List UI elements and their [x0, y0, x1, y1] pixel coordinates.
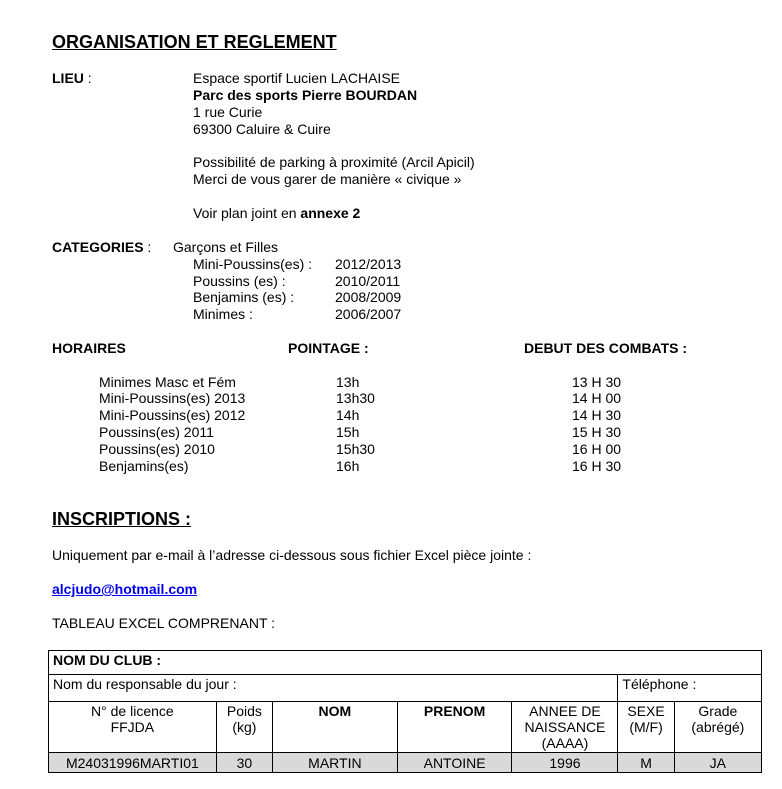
categories-intro: Garçons et Filles: [173, 239, 279, 255]
horaires-header: HORAIRES: [52, 340, 126, 356]
horaire-pointage: 13h30: [336, 390, 375, 406]
category-years: 2010/2011: [335, 273, 401, 289]
pointage-header: POINTAGE :: [288, 340, 369, 356]
header-poids-l2: (kg): [232, 719, 257, 735]
category-name: Minimes :: [193, 306, 253, 322]
table-row: [49, 753, 762, 773]
header-sexe-l2: (M/F): [629, 719, 663, 735]
header-annee-l3: (AAAA): [541, 735, 589, 751]
categories-label-text: CATEGORIES: [52, 239, 144, 255]
category-years: 2012/2013: [335, 256, 402, 272]
lieu-line4: 69300 Caluire & Cuire: [193, 121, 331, 137]
debut-combats-header: DEBUT DES COMBATS :: [524, 340, 688, 356]
header-annee: [512, 702, 618, 753]
cell-sexe: M: [618, 753, 674, 773]
horaire-category: Minimes Masc et Fém: [99, 374, 236, 390]
inscriptions-intro: Uniquement par e-mail à l’adresse ci-dessous sous fichier Excel pièce jointe :: [52, 547, 532, 563]
club-name-cell: NOM DU CLUB :: [49, 651, 762, 675]
horaire-debut: 14 H 00: [572, 390, 622, 406]
header-licence-l2: FFJDA: [110, 719, 155, 735]
horaire-category: Poussins(es) 2011: [99, 424, 214, 440]
horaire-pointage: 14h: [336, 407, 360, 423]
cell-prenom: ANTOINE: [397, 753, 512, 773]
header-licence-l1: N° de licence: [91, 703, 174, 719]
parking-line1: Possibilité de parking à proximité (Arcil Apicil): [193, 154, 475, 170]
lieu-label-sep: :: [83, 70, 92, 86]
email-link[interactable]: alcjudo@hotmail.com: [52, 581, 198, 597]
lieu-line2: Parc des sports Pierre BOURDAN: [193, 87, 418, 103]
header-grade-l2: (abrégé): [691, 719, 745, 735]
section-title-inscriptions: INSCRIPTIONS :: [52, 509, 192, 529]
header-prenom: PRENOM: [397, 702, 512, 753]
header-annee-l2: NAISSANCE: [524, 719, 606, 735]
header-grade: [674, 702, 761, 753]
header-sexe-l1: SEXE: [627, 703, 665, 719]
horaire-debut: 13 H 30: [572, 374, 622, 390]
telephone-cell: Téléphone :: [618, 675, 762, 702]
category-years: 2006/2007: [335, 306, 402, 322]
parking-line2: Merci de vous garer de manière « civique »: [193, 171, 462, 187]
horaire-debut: 16 H 00: [572, 441, 622, 457]
horaire-debut: 16 H 30: [572, 458, 622, 474]
categories-label: [52, 239, 151, 256]
responsable-cell: Nom du responsable du jour :: [49, 675, 618, 702]
lieu-label-text: LIEU: [52, 70, 84, 86]
cell-grade: JA: [674, 753, 761, 773]
cell-poids: 30: [216, 753, 272, 773]
horaire-category: Poussins(es) 2010: [99, 441, 215, 457]
horaire-category: Mini-Poussins(es) 2012: [99, 407, 246, 423]
section-title-organisation: ORGANISATION ET REGLEMENT: [52, 32, 337, 52]
category-years: 2008/2009: [335, 289, 402, 305]
plan-line: [193, 205, 360, 222]
horaire-category: Benjamins(es): [99, 458, 189, 474]
lieu-label: [52, 70, 92, 87]
lieu-line3: 1 rue Curie: [193, 104, 263, 120]
horaire-pointage: 15h30: [336, 441, 375, 457]
header-grade-l1: Grade: [698, 703, 738, 719]
horaire-pointage: 13h: [336, 374, 360, 390]
horaire-pointage: 15h: [336, 424, 360, 440]
lieu-line1: Espace sportif Lucien LACHAISE: [193, 70, 400, 86]
table-intro: TABLEAU EXCEL COMPRENANT :: [52, 615, 276, 631]
horaire-debut: 15 H 30: [572, 424, 622, 440]
plan-annexe: annexe 2: [300, 205, 361, 221]
cell-annee: 1996: [512, 753, 618, 773]
category-name: Benjamins (es) :: [193, 289, 295, 305]
cell-licence: M24031996MARTI01: [49, 753, 217, 773]
header-licence: [49, 702, 217, 753]
header-poids: [216, 702, 272, 753]
horaire-pointage: 16h: [336, 458, 360, 474]
excel-template-table: [48, 650, 762, 773]
plan-prefix: Voir plan joint en: [193, 205, 301, 221]
category-name: Poussins (es) :: [193, 273, 286, 289]
cell-nom: MARTIN: [273, 753, 398, 773]
horaire-category: Mini-Poussins(es) 2013: [99, 390, 246, 406]
header-annee-l1: ANNEE DE: [529, 703, 601, 719]
header-nom: NOM: [273, 702, 398, 753]
horaire-debut: 14 H 30: [572, 407, 622, 423]
header-poids-l1: Poids: [226, 703, 262, 719]
categories-label-sep: :: [143, 239, 152, 255]
category-name: Mini-Poussins(es) :: [193, 256, 313, 272]
header-sexe: [618, 702, 674, 753]
